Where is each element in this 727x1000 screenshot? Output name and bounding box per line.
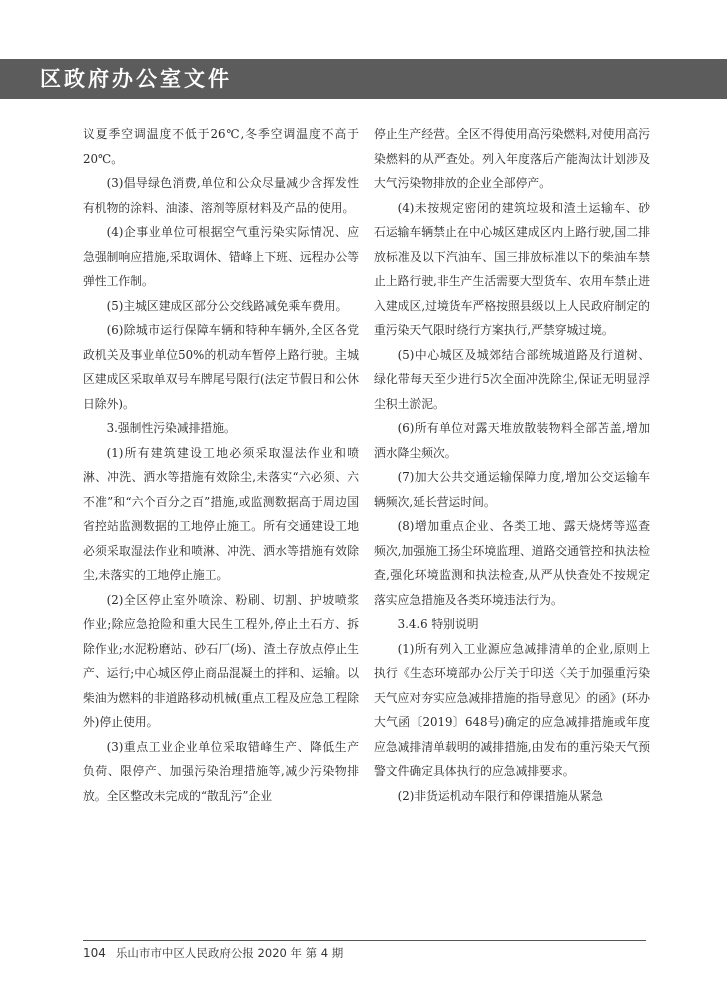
publication-info: 乐山市市中区人民政府公报 2020 年 第 4 期 — [115, 946, 344, 960]
section-heading: 3.强制性污染减排措施。 — [106, 421, 236, 435]
paragraph: (2)全区停止室外喷涂、粉刷、切割、护坡喷浆作业;除应急抢险和重大民生工程外,停止土石方、拆除作业;水泥粉磨站、砂石厂(场)、渣土存放点停止生产、运行;中心城区停止商品混凝土的拌和、运输。以柴油为燃料的非道路移动机械(重点工程及应急工程除外)停止使用。 — [83, 592, 359, 729]
paragraph: (2)非货运机动车限行和停课措施从紧急 — [397, 788, 604, 803]
paragraph: 议夏季空调温度不低于26℃,冬季空调温度不高于20℃。 — [83, 127, 359, 166]
paragraph: (7)加大公共交通运输保障力度,增加公交运输车辆频次,延长营运时间。 — [374, 470, 650, 509]
paragraph: (4)企事业单位可根据空气重污染实际情况、应急强制响应措施,采取调休、错峰上下班、远程办公等弹性工作制。 — [83, 225, 359, 288]
paragraph: (4)未按规定密闭的建筑垃圾和渣土运输车、砂石运输车辆禁止在中心城区建成区内上路行驶,国二排放标准及以下汽油车、国三排放标准以下的柴油车禁止上路行驶,非生产生活需要大型货车、农用车禁止进入建成区,过境货车严格按照县级以上人民政府制定的重污染天气限时绕行方案执行,严禁穿城过境。 — [374, 200, 650, 337]
paragraph: (6)所有单位对露天堆放散装物料全部苫盖,增加洒水降尘频次。 — [374, 421, 650, 460]
paragraph: (6)除城市运行保障车辆和特种车辆外,全区各党政机关及事业单位50%的机动车暂停上路行驶。主城区建成区采取单双号车牌尾号限行(法定节假日和公休日除外)。 — [83, 323, 359, 411]
footer-divider — [83, 940, 646, 941]
paragraph: (5)中心城区及城郊结合部统城道路及行道树、绿化带每天至少进行5次全面冲洗除尘,保证无明显浮尘积土淤泥。 — [374, 347, 650, 411]
section-heading: 3.4.6 特别说明 — [397, 617, 479, 631]
paragraph: (3)倡导绿色消费,单位和公众尽量减少含挥发性有机物的涂料、油漆、溶剂等原材料及产品的使用。 — [83, 176, 359, 215]
left-column — [83, 122, 359, 808]
right-column — [374, 122, 650, 808]
paragraph: 停止生产经营。全区不得使用高污染燃料,对使用高污染燃料的从严查处。列入年度落后产能淘汰计划涉及大气污染物排放的企业全部停产。 — [374, 127, 650, 190]
page-title: 区政府办公室文件 — [40, 67, 232, 91]
page-number: 104 — [83, 946, 106, 960]
paragraph: (3)重点工业企业单位采取错峰生产、降低生产负荷、限停产、加强污染治理措施等,减少污染物排放。全区整改未完成的“散乱污”企业 — [83, 739, 359, 803]
paragraph: (8)增加重点企业、各类工地、露天烧烤等巡查频次,加强施工扬尘环境监理、道路交通管控和执法检查,强化环境监测和执法检查,从严从快查处不按规定落实应急措施及各类环境违法行为。 — [374, 519, 650, 607]
paragraph: (1)所有列入工业源应急减排清单的企业,原则上执行《生态环境部办公厅关于印送〈关于加强重污染天气应对夯实应急减排措施的指导意见〉的函》(环办大气函〔2019〕648号)确定的应急减排措施或年度应急减排清单载明的减排措施,由发布的重污染天气预警文件确定具体执行的应急减排要求。 — [374, 641, 650, 778]
paragraph: (5)主城区建成区部分公交线路减免乘车费用。 — [106, 298, 348, 313]
page-footer — [83, 944, 343, 962]
paragraph: (1)所有建筑建设工地必须采取湿法作业和喷淋、冲洗、洒水等措施有效除尘,未落实“六必须、六不准”和“六个百分之百”措施,或监测数据高于周边国省控站监测数据的工地停止施工。所有交通建设工地必须采取湿法作业和喷淋、冲洗、洒水等措施有效除尘,未落实的工地停止施工。 — [83, 445, 359, 582]
